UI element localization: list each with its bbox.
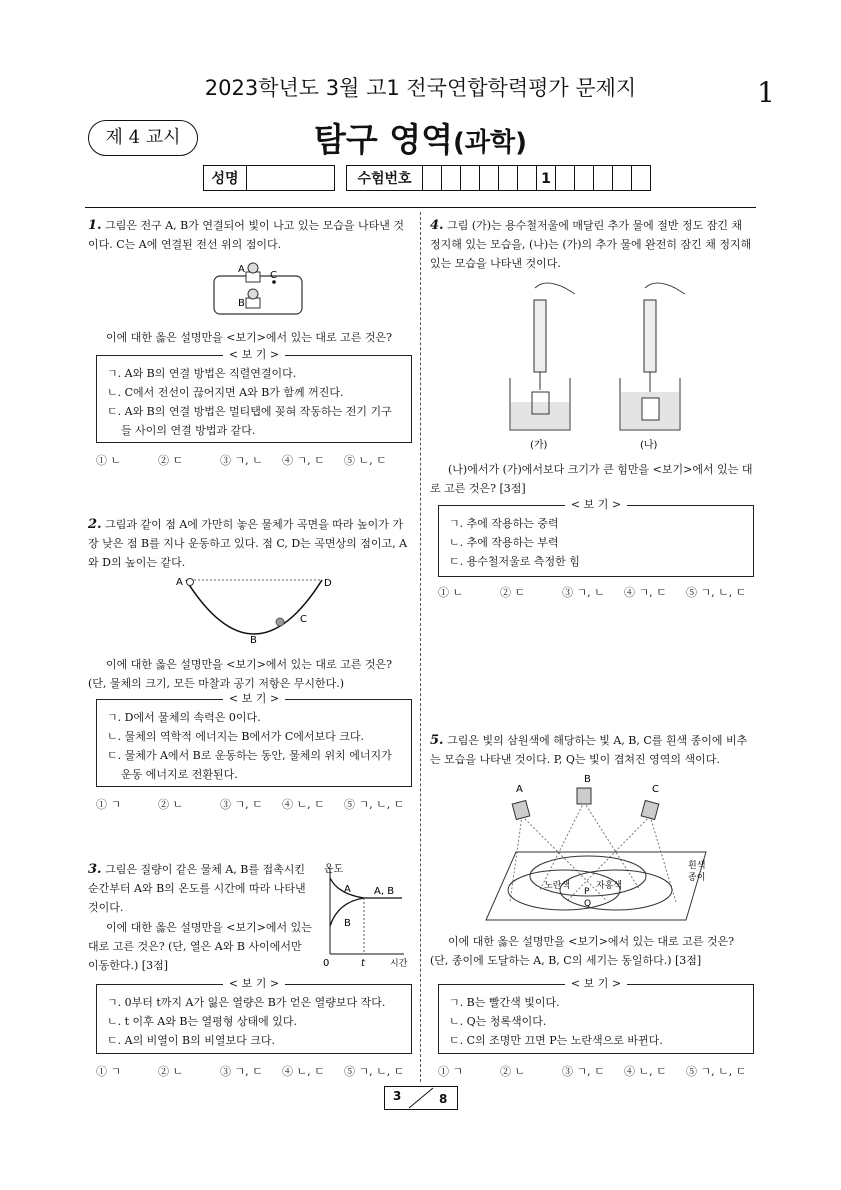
choice[interactable]: ③ ㄱ, ㄴ (562, 586, 605, 599)
q4-stem (430, 216, 755, 273)
exam-number-field (346, 165, 651, 193)
choice[interactable]: ⑤ ㄱ, ㄴ, ㄷ (344, 1065, 405, 1078)
page-number: 1 (757, 76, 775, 109)
choice[interactable]: ④ ㄴ, ㄷ (624, 1065, 667, 1078)
q1-item: ㄴ. C에서 전선이 끊어지면 A와 B가 함께 꺼진다. (107, 386, 344, 399)
q4-item: ㄱ. 추에 작용하는 중력 (449, 517, 559, 530)
choice[interactable]: ③ ㄱ, ㄴ (220, 454, 263, 467)
q2-item: 운동 에너지로 전환된다. (121, 768, 238, 781)
q4-label-na: (나) (640, 440, 658, 451)
q5-label-b: B (584, 774, 591, 785)
subject-main: 탐구 영역 (313, 120, 453, 159)
name-field (203, 165, 335, 193)
exam-number-cell (613, 165, 632, 191)
q1-bogi-box (96, 348, 412, 443)
choice[interactable]: ④ ㄱ, ㄷ (282, 454, 325, 467)
q5-number: 5. (430, 733, 444, 748)
q4-text: 그림 (가)는 용수철저울에 매달린 추가 물에 절반 정도 잠긴 채 정지해 있는 모습을, (나)는 (가)의 추가 물에 완전히 잠긴 채 정지해 있는 모습을 나타낸 것이다. (430, 219, 752, 270)
q5-item: ㄴ. Q는 청록색이다. (449, 1015, 547, 1028)
q1-stem (88, 216, 413, 254)
q2-prompt: 이에 대한 옳은 설명만을 <보기>에서 있는 대로 고른 것은? (단, 물체의 크기, 모든 마찰과 공기 저항은 무시한다.) (88, 658, 393, 690)
q1-text: 그림은 전구 A, B가 연결되어 빛이 나고 있는 모습을 나타낸 것이다. C는 A에 연결된 전선 위의 점이다. (88, 219, 404, 251)
header-rule (85, 207, 756, 208)
exam-number-cell (423, 165, 442, 191)
q3-origin: 0 (323, 958, 330, 969)
q5-item: ㄷ. C의 조명만 끄면 P는 노란색으로 바뀐다. (449, 1034, 663, 1047)
q2-number: 2. (88, 517, 102, 532)
exam-number-label: 수험번호 (346, 165, 423, 191)
q1-bogi-label: < 보 기 > (97, 347, 411, 363)
q4-spring-scale-figure (505, 280, 700, 452)
name-blank (247, 165, 335, 191)
q5-label-yellow: 노란색 (544, 881, 571, 891)
exam-number-cell (594, 165, 613, 191)
exam-number-cell (442, 165, 461, 191)
choice[interactable]: ① ㄱ (96, 1065, 122, 1078)
choice[interactable]: ① ㄱ (438, 1065, 464, 1078)
q2-label-d: D (324, 578, 332, 589)
q2-item: ㄱ. D에서 물체의 속력은 0이다. (107, 711, 261, 724)
choice[interactable]: ③ ㄱ, ㄷ (220, 1065, 263, 1078)
q4-bogi-label: < 보 기 > (439, 497, 753, 513)
q2-item: ㄷ. 물체가 A에서 B로 운동하는 동안, 물체의 위치 에너지가 (107, 749, 392, 762)
q4-choices (438, 584, 758, 600)
q1-label-c: C (270, 270, 277, 281)
q3-ylabel: 온도 (324, 864, 344, 875)
q3-curve-b: B (344, 918, 351, 929)
choice[interactable]: ④ ㄴ, ㄷ (282, 1065, 325, 1078)
choice[interactable]: ① ㄴ (96, 454, 122, 467)
q5-item: ㄱ. B는 빨간색 빛이다. (449, 996, 560, 1009)
q3-item: ㄱ. 0부터 t까지 A가 잃은 열량은 B가 얻은 열량보다 작다. (107, 996, 386, 1009)
choice[interactable]: ③ ㄱ, ㄷ (220, 798, 263, 811)
q2-bogi-box (96, 692, 412, 787)
subject-title (0, 114, 841, 161)
page-total: 8 (439, 1092, 448, 1106)
q3-t: t (361, 958, 365, 969)
choice[interactable]: ② ㄷ (158, 454, 184, 467)
q4-item: ㄷ. 용수철저울로 측정한 힘 (449, 555, 580, 568)
choice[interactable]: ⑤ ㄱ, ㄴ, ㄷ (344, 798, 405, 811)
q4-item: ㄴ. 추에 작용하는 부력 (449, 536, 559, 549)
q5-light-figure (480, 772, 720, 928)
exam-number-cell (480, 165, 499, 191)
q3-text: 그림은 질량이 같은 물체 A, B를 접촉시킨 순간부터 A와 B의 온도를 시간에 따라 나타낸 것이다. (88, 863, 306, 914)
choice[interactable]: ② ㄴ (500, 1065, 526, 1078)
q4-label-ga: (가) (530, 440, 548, 451)
q2-curve-figure (172, 570, 342, 648)
exam-number-cell (518, 165, 537, 191)
q3-curve-ab: A, B (374, 886, 395, 897)
exam-title: 2023학년도 3월 고1 전국연합학력평가 문제지 (204, 76, 637, 100)
q3-temperature-graph (308, 858, 416, 970)
q1-label-b: B (238, 298, 245, 309)
session-label: 제 4 교시 (88, 120, 198, 156)
exam-number-cell (499, 165, 518, 191)
q2-item: ㄴ. 물체의 역학적 에너지는 B에서가 C에서보다 크다. (107, 730, 364, 743)
q5-label-a: A (516, 784, 523, 795)
q2-choices (96, 796, 416, 812)
choice[interactable]: ④ ㄱ, ㄷ (624, 586, 667, 599)
q1-item: ㄱ. A와 B의 연결 방법은 직렬연결이다. (107, 367, 297, 380)
q3-stem (88, 860, 318, 917)
name-label: 성명 (203, 165, 247, 191)
q2-stem (88, 515, 413, 572)
q5-label-paper2: 종이 (688, 873, 706, 883)
q5-label-p: P (584, 887, 590, 897)
q1-item: 들 사이의 연결 방법과 같다. (121, 424, 256, 437)
q2-text: 그림과 같이 점 A에 가만히 놓은 물체가 곡면을 따라 높이가 가장 낮은 점 B를 지나 운동하고 있다. 점 C, D는 곡면상의 점이고, A와 D의 높이는 같다. (88, 518, 408, 569)
q2-bogi-label: < 보 기 > (97, 691, 411, 707)
q3-bogi-label: < 보 기 > (97, 976, 411, 992)
exam-number-cell (632, 165, 651, 191)
q4-number: 4. (430, 218, 444, 233)
q5-bogi-label: < 보 기 > (439, 976, 753, 992)
q2-label-c: C (300, 614, 307, 625)
q3-xlabel: 시간 (390, 959, 408, 969)
q5-label-q: Q (584, 899, 592, 909)
choice[interactable]: ② ㄴ (158, 798, 184, 811)
choice[interactable]: ④ ㄴ, ㄷ (282, 798, 325, 811)
choice[interactable]: ⑤ ㄱ, ㄴ, ㄷ (686, 586, 747, 599)
exam-number-cell (575, 165, 594, 191)
q1-item: ㄷ. A와 B의 연결 방법은 멀티탭에 꽂혀 작동하는 전기 기구 (107, 405, 392, 418)
choice[interactable]: ① ㄴ (438, 586, 464, 599)
q3-prompt: 이에 대한 옳은 설명만을 <보기>에서 있는 대로 고른 것은? (단, 열은 A와 B 사이에서만 이동한다.) [3점] (88, 921, 312, 972)
q3-choices (96, 1063, 416, 1079)
subject-paren: (과학) (453, 128, 527, 158)
q5-bogi-box (438, 977, 754, 1054)
q1-choices (96, 452, 416, 468)
q3-bogi-box (96, 977, 412, 1054)
exam-number-digit: 1 (537, 165, 556, 191)
column-divider (420, 212, 421, 1082)
q5-text: 그림은 빛의 삼원색에 해당하는 빛 A, B, C를 흰색 종이에 비추는 모습을 나타낸 것이다. P, Q는 빛이 겹쳐진 영역의 색이다. (430, 734, 748, 766)
choice[interactable]: ① ㄱ (96, 798, 122, 811)
choice[interactable]: ⑤ ㄴ, ㄷ (344, 454, 387, 467)
exam-number-cell (556, 165, 575, 191)
q1-circuit-figure (210, 258, 310, 320)
q5-label-paper1: 흰색 (688, 861, 706, 871)
q5-label-magenta: 자홍색 (596, 881, 623, 891)
q5-prompt: 이에 대한 옳은 설명만을 <보기>에서 있는 대로 고른 것은? (단, 종이에 도달하는 A, B, C의 세기는 동일하다.) [3점] (430, 935, 735, 967)
choice[interactable]: ② ㄷ (500, 586, 526, 599)
page-current: 3 (393, 1089, 402, 1103)
q5-stem (430, 731, 755, 769)
choice[interactable]: ⑤ ㄱ, ㄴ, ㄷ (686, 1065, 747, 1078)
page-indicator (384, 1086, 458, 1110)
choice[interactable]: ③ ㄱ, ㄷ (562, 1065, 605, 1078)
q2-label-b: B (250, 635, 257, 646)
q5-choices (438, 1063, 758, 1079)
q1-label-a: A (238, 264, 245, 275)
q3-item: ㄷ. A의 비열이 B의 비열보다 크다. (107, 1034, 276, 1047)
q4-prompt: (나)에서가 (가)에서보다 크기가 큰 힘만을 <보기>에서 있는 대로 고른 것은? [3점] (430, 463, 753, 495)
q3-number: 3. (88, 862, 102, 877)
exam-number-cell (461, 165, 480, 191)
q2-label-a: A (176, 577, 183, 588)
q3-curve-a: A (344, 884, 351, 895)
q4-bogi-box (438, 498, 754, 577)
q1-prompt: 이에 대한 옳은 설명만을 <보기>에서 있는 대로 고른 것은? (106, 331, 393, 344)
q5-label-c: C (652, 784, 659, 795)
choice[interactable]: ② ㄴ (158, 1065, 184, 1078)
q1-number: 1. (88, 218, 102, 233)
q3-item: ㄴ. t 이후 A와 B는 열평형 상태에 있다. (107, 1015, 298, 1028)
